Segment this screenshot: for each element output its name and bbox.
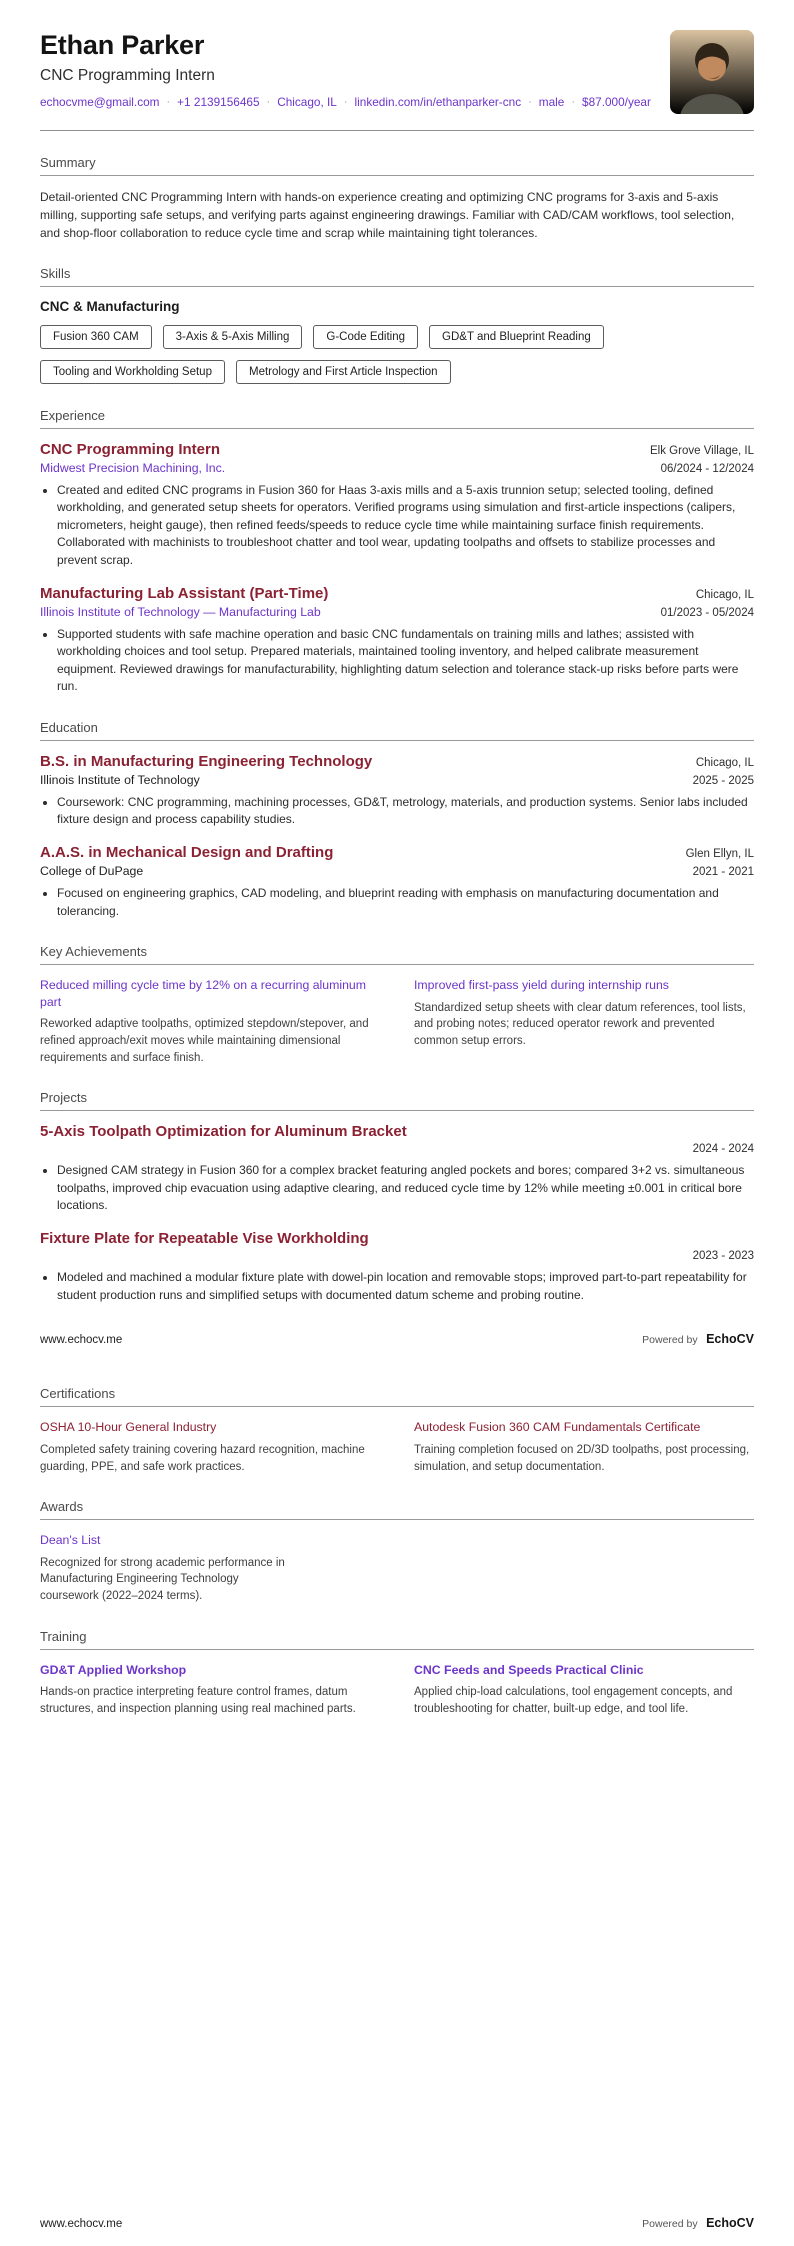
training-title: GD&T Applied Workshop: [40, 1662, 187, 1677]
experience-entry: [40, 441, 754, 569]
summary-text: Detail-oriented CNC Programming Intern with hands-on experience creating and optimizing CNC programs for 3-axis and 5-axis milling, supporting safe setups, and verifying parts against engineering drawings. Familiar with CAD/CAM workflows, tool selection, and shop-floor collaboration to reduce cycle time and scrap while maintaining tight tolerances.: [40, 190, 735, 240]
education-bullets: [57, 794, 754, 829]
experience-title-row: [40, 441, 754, 458]
award-title: Dean's List: [40, 1533, 101, 1548]
school-name: Illinois Institute of Technology: [40, 772, 200, 787]
section-summary: [40, 155, 754, 242]
resume-header: [40, 30, 754, 131]
project-name: 5-Axis Toolpath Optimization for Aluminum Bracket: [40, 1123, 407, 1141]
job-location: Chicago, IL: [695, 588, 754, 601]
phone-number: +1 2139156465: [177, 95, 260, 109]
section-title-experience: Experience: [40, 408, 754, 429]
skill-chip: Fusion 360 CAM: [40, 325, 152, 349]
section-title-skills: Skills: [40, 266, 754, 287]
degree-name: A.A.S. in Mechanical Design and Drafting: [40, 844, 334, 862]
job-location: Elk Grove Village, IL: [650, 445, 754, 457]
skill-chip: Metrology and First Article Inspection: [236, 360, 451, 384]
education-title-row: [40, 844, 754, 861]
bullet-item: • Created and edited CNC programs in Fusion 360 for Haas 3-axis mills and a 5-axis trunnion setup; selected tooling, defined workholding, and generated setup sheets for operators. Verified programs using simulation and first-article inspections (calipers, micrometers, height gauge), then refined feeds/speeds to reduce cycle time while maintaining surface finish requirements. Collaborated with machinists to troubleshoot chatter and tool wear, updating toolpaths and offsets to stabilize processes and prevent scrap.: [57, 482, 754, 569]
page-footer: [40, 1330, 754, 1348]
section-title-awards: Awards: [40, 1499, 754, 1520]
skill-chip-list: [40, 325, 754, 384]
email-link[interactable]: echocvme@gmail.com: [40, 95, 160, 109]
training-item: [40, 1662, 380, 1718]
job-role: CNC Programming Intern: [40, 441, 221, 458]
project-title-row: [40, 1123, 754, 1140]
experience-title-row: [40, 585, 754, 602]
certifications-grid: [40, 1419, 754, 1475]
project-bullets: [57, 1269, 754, 1304]
section-skills: [40, 266, 754, 384]
experience-bullets: [57, 482, 754, 569]
project-entry: [40, 1230, 754, 1304]
contact-separator: ·: [266, 96, 271, 108]
training-description: Applied chip-load calculations, tool engagement concepts, and troubleshooting for chatter, built-up edge, and tool life.: [414, 1686, 733, 1716]
section-awards: [40, 1499, 754, 1605]
linkedin-link[interactable]: linkedin.com/in/ethanparker-cnc: [354, 95, 522, 109]
section-title-projects: Projects: [40, 1090, 754, 1111]
section-title-certifications: Certifications: [40, 1386, 754, 1407]
project-dates: 2024 - 2024: [692, 1143, 754, 1156]
echocv-brand[interactable]: EchoCV: [706, 2216, 754, 2230]
project-entry: [40, 1123, 754, 1214]
school-location: Chicago, IL: [695, 756, 754, 769]
bullet-item: • Designed CAM strategy in Fusion 360 for a complex bracket featuring angled pockets and bores; compared 3+2 vs. simultaneous toolpaths, improved chip evacuation using adaptive clearing, and reduced cycle time by 12% while meeting ±0.001 in critical bore locations.: [57, 1162, 754, 1214]
education-dates: 2021 - 2021: [692, 866, 754, 879]
person-name: Ethan Parker: [40, 30, 205, 60]
training-grid: [40, 1662, 754, 1718]
project-name: Fixture Plate for Repeatable Vise Workholding: [40, 1230, 369, 1248]
company-name: Midwest Precision Machining, Inc.: [40, 461, 226, 475]
award-description: Recognized for strong academic performance in Manufacturing Engineering Technology coursework (2022–2024 terms).: [40, 1556, 285, 1603]
training-description: Hands-on practice interpreting feature control frames, datum structures, and inspection planning using real machined parts.: [40, 1686, 356, 1716]
skill-group-heading: CNC & Manufacturing: [40, 299, 180, 314]
job-dates: 01/2023 - 05/2024: [660, 606, 754, 619]
education-entry: [40, 844, 754, 920]
powered-by-label: Powered by: [642, 1334, 698, 1347]
education-sub-row: [40, 770, 754, 787]
powered-by-label: Powered by: [642, 2218, 698, 2230]
education-dates: 2025 - 2025: [692, 774, 754, 787]
person-title: CNC Programming Intern: [40, 67, 215, 84]
certification-description: Training completion focused on 2D/3D toolpaths, post processing, simulation, and setup documentation.: [414, 1443, 750, 1473]
degree-name: B.S. in Manufacturing Engineering Technology: [40, 752, 373, 770]
achievement-title: Reduced milling cycle time by 12% on a recurring aluminum part: [40, 978, 367, 1009]
echocv-brand[interactable]: EchoCV: [706, 1332, 754, 1347]
education-sub-row: [40, 861, 754, 878]
job-role: Manufacturing Lab Assistant (Part-Time): [40, 584, 329, 602]
section-achievements: [40, 944, 754, 1066]
section-title-training: Training: [40, 1629, 754, 1650]
section-projects: [40, 1090, 754, 1304]
contact-separator: ·: [166, 96, 171, 108]
section-certifications: [40, 1386, 754, 1475]
education-entry: [40, 753, 754, 829]
contact-separator: ·: [528, 96, 532, 108]
company-name: Illinois Institute of Technology — Manufacturing Lab: [40, 604, 321, 619]
skill-chip: 3-Axis & 5-Axis Milling: [163, 325, 303, 349]
bullet-item: • Coursework: CNC programming, machining processes, GD&T, metrology, materials, and production systems. Senior labs included fixture design and process capability studies.: [57, 794, 754, 829]
bullet-item: • Supported students with safe machine operation and basic CNC fundamentals on training mills and lathes; assisted with workholding choices and tool setup. Prepared materials, maintained tooling inventory, and helped calibrate measurement equipment. Reviewed drawings for manufacturability, highlighting datum selection and tolerance stack-up risks before parts were run.: [57, 626, 754, 696]
header-identity: [40, 30, 651, 109]
section-title-education: Education: [40, 720, 754, 741]
profile-photo: [670, 30, 754, 114]
experience-sub-row: [40, 458, 754, 475]
achievement-title: Improved first-pass yield during internship runs: [414, 978, 669, 993]
school-name: College of DuPage: [40, 864, 144, 879]
certification-title: OSHA 10-Hour General Industry: [40, 1420, 217, 1435]
education-bullets: [57, 885, 754, 920]
bullet-item: • Modeled and machined a modular fixture plate with dowel-pin location and removable stops; improved part-to-part repeatability for student production runs and simplified setups with documented datum scheme and probing routine.: [57, 1269, 754, 1304]
training-item: [414, 1662, 754, 1718]
experience-entry: [40, 585, 754, 696]
skill-chip: GD&T and Blueprint Reading: [429, 325, 604, 349]
achievement-description: Standardized setup sheets with clear datum references, tool lists, and probing notes; reduced operator rework and prevented common setup errors.: [414, 1001, 746, 1048]
award-item: [40, 1532, 754, 1605]
achievement-item: [40, 977, 380, 1066]
powered-by: [642, 2214, 754, 2232]
experience-bullets: [57, 626, 754, 696]
gender-text: male: [538, 95, 565, 109]
section-title-summary: Summary: [40, 155, 754, 176]
certification-description: Completed safety training covering hazard recognition, machine guarding, PPE, and safe work practices.: [40, 1443, 365, 1473]
education-title-row: [40, 753, 754, 770]
location-text: Chicago, IL: [277, 95, 337, 109]
skill-chip: Tooling and Workholding Setup: [40, 360, 225, 384]
school-location: Glen Ellyn, IL: [685, 848, 754, 861]
achievements-grid: [40, 977, 754, 1066]
page-footer: [40, 2214, 754, 2232]
experience-sub-row: [40, 602, 754, 619]
project-title-row: [40, 1230, 754, 1247]
powered-by: [642, 1330, 754, 1348]
project-dates: 2023 - 2023: [692, 1250, 754, 1263]
achievement-description: Reworked adaptive toolpaths, optimized stepdown/stepover, and refined approach/exit moves while maintaining dimensional requirements and surface finish.: [40, 1018, 369, 1064]
section-title-achievements: Key Achievements: [40, 944, 754, 965]
bullet-item: • Focused on engineering graphics, CAD modeling, and blueprint reading with emphasis on manufacturing documentation and tolerancing.: [57, 885, 754, 920]
profile-photo-illustration: [670, 30, 754, 114]
salary-text: $87.000/year: [582, 95, 651, 109]
skill-chip: G-Code Editing: [313, 325, 418, 349]
website-link[interactable]: www.echocv.me: [40, 2218, 123, 2230]
section-training: [40, 1629, 754, 1718]
certification-item: [40, 1419, 380, 1475]
training-title: CNC Feeds and Speeds Practical Clinic: [414, 1662, 644, 1677]
job-dates: 06/2024 - 12/2024: [660, 463, 754, 475]
certification-title: Autodesk Fusion 360 CAM Fundamentals Certificate: [414, 1420, 701, 1435]
section-education: [40, 720, 754, 921]
contact-separator: ·: [571, 96, 576, 108]
section-experience: [40, 408, 754, 696]
project-bullets: [57, 1162, 754, 1214]
contact-separator: ·: [343, 96, 348, 108]
website-link[interactable]: www.echocv.me: [40, 1334, 123, 1347]
achievement-item: [414, 977, 754, 1066]
certification-item: [414, 1419, 754, 1475]
contact-row: [40, 95, 651, 109]
